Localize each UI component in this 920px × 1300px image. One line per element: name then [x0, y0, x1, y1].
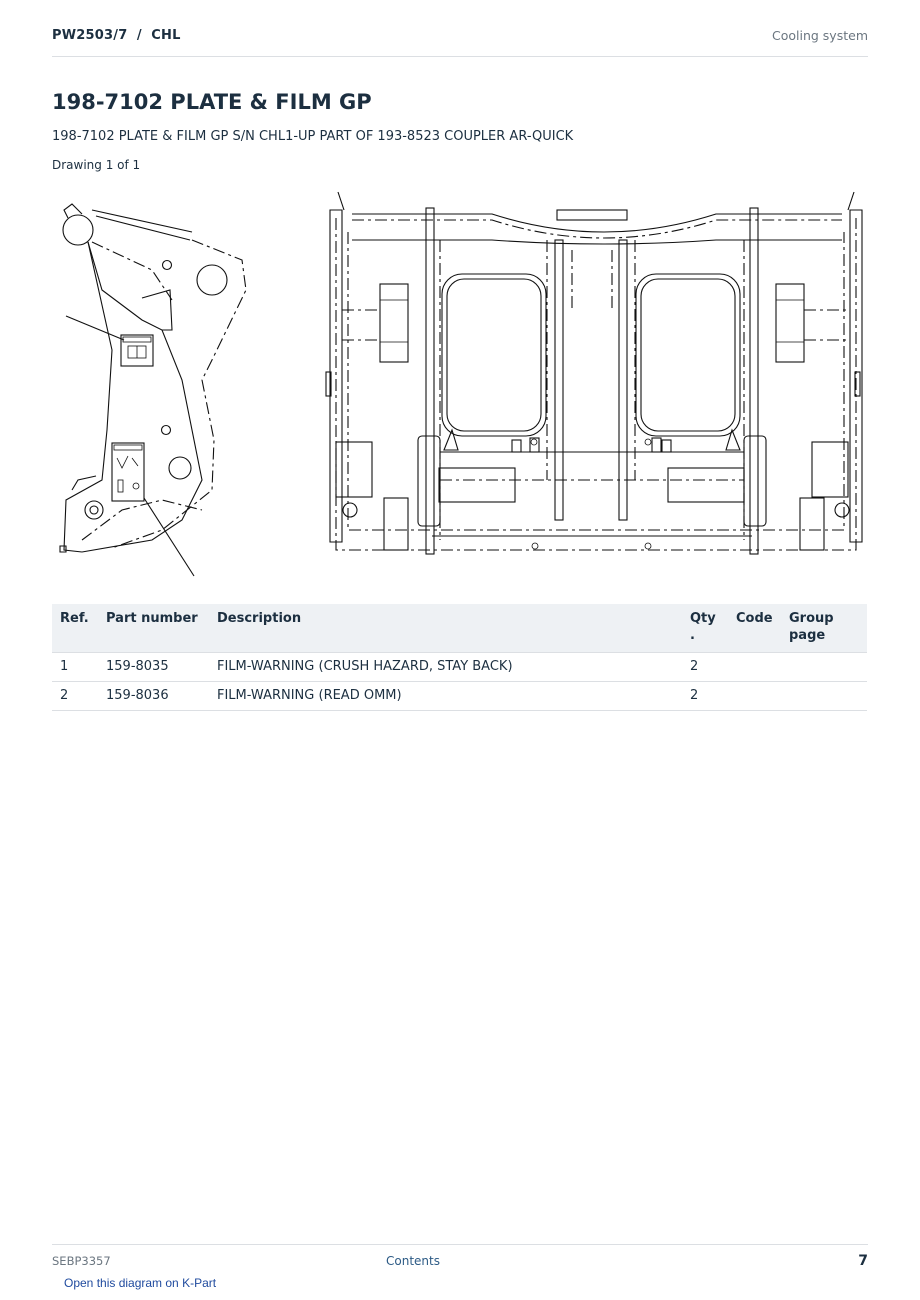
parts-table	[52, 604, 867, 711]
table-row	[52, 653, 867, 682]
cell-part-number[interactable]: 159-8035	[98, 653, 209, 682]
cell-code	[728, 653, 781, 682]
cell-group-page	[781, 682, 867, 711]
column-header-ref: Ref.	[52, 604, 98, 653]
column-header-part-number: Part number	[98, 604, 209, 653]
page-footer	[52, 1244, 868, 1275]
column-header-group-page: Group page	[781, 604, 867, 653]
page-subtitle: 198-7102 PLATE & FILM GP S/N CHL1-UP PART OF 193-8523 COUPLER AR-QUICK	[52, 129, 574, 144]
document-id: PW2503/7 / CHL	[52, 28, 181, 43]
column-header-qty: Qty .	[682, 604, 728, 653]
column-header-code: Code	[728, 604, 781, 653]
cell-description: FILM-WARNING (READ OMM)	[209, 682, 682, 711]
side-view-drawing	[60, 204, 246, 576]
cell-qty: 2	[682, 653, 728, 682]
column-header-description: Description	[209, 604, 682, 653]
cell-ref: 1	[52, 653, 98, 682]
top-view-drawing	[326, 192, 862, 554]
kpart-diagram-link[interactable]: Open this diagram on K-Part	[64, 1276, 217, 1290]
page-title: 198-7102 PLATE & FILM GP	[52, 90, 372, 114]
cell-description: FILM-WARNING (CRUSH HAZARD, STAY BACK)	[209, 653, 682, 682]
page-number: 7	[858, 1253, 868, 1269]
page-header	[52, 28, 868, 57]
contents-link[interactable]: Contents	[386, 1254, 440, 1268]
drawing-caption: Drawing 1 of 1	[52, 158, 141, 172]
document-code: SEBP3357	[52, 1254, 111, 1268]
cell-group-page	[781, 653, 867, 682]
section-name: Cooling system	[772, 28, 868, 43]
cell-part-number[interactable]: 159-8036	[98, 682, 209, 711]
parts-diagram[interactable]	[52, 180, 872, 580]
cell-ref: 2	[52, 682, 98, 711]
cell-qty: 2	[682, 682, 728, 711]
table-row	[52, 682, 867, 711]
table-header-row	[52, 604, 867, 653]
cell-code	[728, 682, 781, 711]
